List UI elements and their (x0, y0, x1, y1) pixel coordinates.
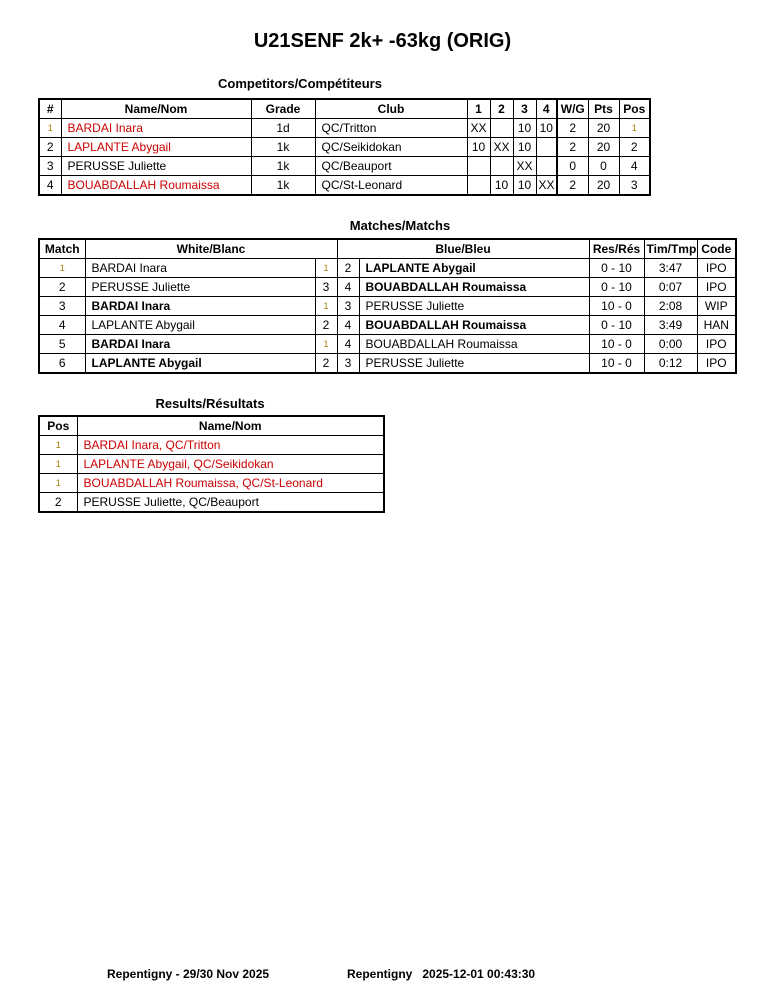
match-number: 6 (39, 354, 85, 374)
competitor-club: QC/Seikidokan (315, 138, 467, 157)
competitor-result-2 (490, 157, 513, 176)
competitor-grade: 1k (251, 157, 315, 176)
match-time: 0:12 (644, 354, 697, 374)
competitor-grade: 1d (251, 119, 315, 138)
competitors-header-8: W/G (557, 99, 588, 119)
match-blue-name: PERUSSE Juliette (359, 354, 589, 374)
page-title: U21SENF 2k+ -63kg (ORIG) (253, 30, 512, 52)
competitor-row (39, 157, 650, 176)
match-blue-name: BOUABDALLAH Roumaissa (359, 335, 589, 354)
competitor-result-1: XX (467, 119, 490, 138)
match-code: HAN (697, 316, 736, 335)
result-position: 2 (39, 493, 77, 513)
match-white-number: 1 (315, 259, 337, 278)
match-blue-number: 4 (337, 316, 359, 335)
match-result: 10 - 0 (589, 354, 644, 374)
result-name: BOUABDALLAH Roumaissa, QC/St-Leonard (77, 474, 384, 493)
match-time: 2:08 (644, 297, 697, 316)
results-header-1: Name/Nom (77, 416, 384, 436)
match-blue-name: LAPLANTE Abygail (359, 259, 589, 278)
competitor-name: PERUSSE Juliette (61, 157, 251, 176)
competitor-wins: 2 (557, 138, 588, 157)
competitor-result-4 (536, 157, 557, 176)
match-white-name: BARDAI Inara (85, 335, 315, 354)
result-row (39, 493, 384, 513)
match-blue-name: PERUSSE Juliette (359, 297, 589, 316)
competitor-position: 2 (619, 138, 650, 157)
competitor-points: 20 (588, 138, 619, 157)
match-time: 0:07 (644, 278, 697, 297)
competitor-club: QC/Tritton (315, 119, 467, 138)
match-white-name: LAPLANTE Abygail (85, 316, 315, 335)
competitor-points: 20 (588, 119, 619, 138)
match-row (39, 259, 736, 278)
match-number: 4 (39, 316, 85, 335)
matches-section-title: Matches/Matchs (349, 218, 451, 233)
competitor-row (39, 138, 650, 157)
match-result: 0 - 10 (589, 278, 644, 297)
competitors-header-5: 2 (490, 99, 513, 119)
match-white-number: 2 (315, 354, 337, 374)
match-number: 2 (39, 278, 85, 297)
competitor-club: QC/St-Leonard (315, 176, 467, 196)
match-blue-number: 3 (337, 297, 359, 316)
competitor-position: 1 (619, 119, 650, 138)
match-result: 0 - 10 (589, 259, 644, 278)
match-code: WIP (697, 297, 736, 316)
match-code: IPO (697, 335, 736, 354)
competitor-result-1: 10 (467, 138, 490, 157)
competitors-header-0: # (39, 99, 61, 119)
match-result: 0 - 10 (589, 316, 644, 335)
competitor-result-4: XX (536, 176, 557, 196)
match-time: 3:47 (644, 259, 697, 278)
matches-header-time: Tim/Tmp (644, 239, 697, 259)
competitor-number: 3 (39, 157, 61, 176)
result-position: 1 (39, 455, 77, 474)
competitor-result-4: 10 (536, 119, 557, 138)
competitor-result-4 (536, 138, 557, 157)
competitor-position: 4 (619, 157, 650, 176)
competitor-result-3: 10 (513, 176, 536, 196)
match-white-number: 1 (315, 335, 337, 354)
result-position: 1 (39, 436, 77, 455)
competitor-wins: 0 (557, 157, 588, 176)
matches-header-white: White/Blanc (85, 239, 337, 259)
competitor-name: LAPLANTE Abygail (61, 138, 251, 157)
competitor-row (39, 176, 650, 196)
competitor-row (39, 119, 650, 138)
competitor-points: 0 (588, 157, 619, 176)
competitor-grade: 1k (251, 176, 315, 196)
match-row (39, 316, 736, 335)
match-code: IPO (697, 354, 736, 374)
match-row (39, 278, 736, 297)
competitors-header-4: 1 (467, 99, 490, 119)
results-section-title: Results/Résultats (155, 396, 265, 411)
competitor-result-1 (467, 176, 490, 196)
match-blue-name: BOUABDALLAH Roumaissa (359, 316, 589, 335)
match-number: 1 (39, 259, 85, 278)
match-blue-number: 4 (337, 335, 359, 354)
matches-table (38, 238, 737, 374)
competitor-name: BOUABDALLAH Roumaissa (61, 176, 251, 196)
competitor-result-2 (490, 119, 513, 138)
match-row (39, 354, 736, 374)
competitor-name: BARDAI Inara (61, 119, 251, 138)
competitors-table (38, 98, 651, 196)
competitors-header-10: Pos (619, 99, 650, 119)
competitor-result-3: 10 (513, 119, 536, 138)
match-number: 3 (39, 297, 85, 316)
match-white-name: BARDAI Inara (85, 297, 315, 316)
result-name: LAPLANTE Abygail, QC/Seikidokan (77, 455, 384, 474)
match-blue-name: BOUABDALLAH Roumaissa (359, 278, 589, 297)
match-white-number: 1 (315, 297, 337, 316)
match-white-name: BARDAI Inara (85, 259, 315, 278)
match-blue-number: 4 (337, 278, 359, 297)
result-name: BARDAI Inara, QC/Tritton (77, 436, 384, 455)
result-row (39, 474, 384, 493)
competitor-result-3: 10 (513, 138, 536, 157)
competitor-result-2: XX (490, 138, 513, 157)
match-code: IPO (697, 278, 736, 297)
result-name: PERUSSE Juliette, QC/Beauport (77, 493, 384, 513)
competitors-header-3: Club (315, 99, 467, 119)
match-row (39, 335, 736, 354)
match-time: 3:49 (644, 316, 697, 335)
competitors-header-7: 4 (536, 99, 557, 119)
matches-header-match: Match (39, 239, 85, 259)
results-header-0: Pos (39, 416, 77, 436)
match-white-number: 2 (315, 316, 337, 335)
match-row (39, 297, 736, 316)
match-result: 10 - 0 (589, 335, 644, 354)
match-white-number: 3 (315, 278, 337, 297)
competitor-wins: 2 (557, 119, 588, 138)
results-table (38, 415, 385, 513)
match-white-name: LAPLANTE Abygail (85, 354, 315, 374)
result-row (39, 436, 384, 455)
competitor-position: 3 (619, 176, 650, 196)
competitor-club: QC/Beauport (315, 157, 467, 176)
competitors-header-2: Grade (251, 99, 315, 119)
competitor-result-1 (467, 157, 490, 176)
footer-event: Repentigny - 29/30 Nov 2025 (107, 967, 270, 981)
result-position: 1 (39, 474, 77, 493)
match-white-name: PERUSSE Juliette (85, 278, 315, 297)
competitors-header-1: Name/Nom (61, 99, 251, 119)
matches-header-blue: Blue/Bleu (337, 239, 589, 259)
competitor-points: 20 (588, 176, 619, 196)
footer-timestamp: Repentigny 2025-12-01 00:43:30 (347, 967, 536, 981)
competitor-grade: 1k (251, 138, 315, 157)
match-code: IPO (697, 259, 736, 278)
match-blue-number: 3 (337, 354, 359, 374)
competitors-header-6: 3 (513, 99, 536, 119)
competitors-header-9: Pts (588, 99, 619, 119)
matches-header-result: Res/Rés (589, 239, 644, 259)
competitor-result-2: 10 (490, 176, 513, 196)
competitor-number: 2 (39, 138, 61, 157)
result-row (39, 455, 384, 474)
match-time: 0:00 (644, 335, 697, 354)
competitor-wins: 2 (557, 176, 588, 196)
competitors-section-title: Competitors/Compétiteurs (218, 76, 382, 91)
match-result: 10 - 0 (589, 297, 644, 316)
matches-header-code: Code (697, 239, 736, 259)
match-number: 5 (39, 335, 85, 354)
competitor-number: 1 (39, 119, 61, 138)
match-blue-number: 2 (337, 259, 359, 278)
competitor-result-3: XX (513, 157, 536, 176)
competitor-number: 4 (39, 176, 61, 196)
